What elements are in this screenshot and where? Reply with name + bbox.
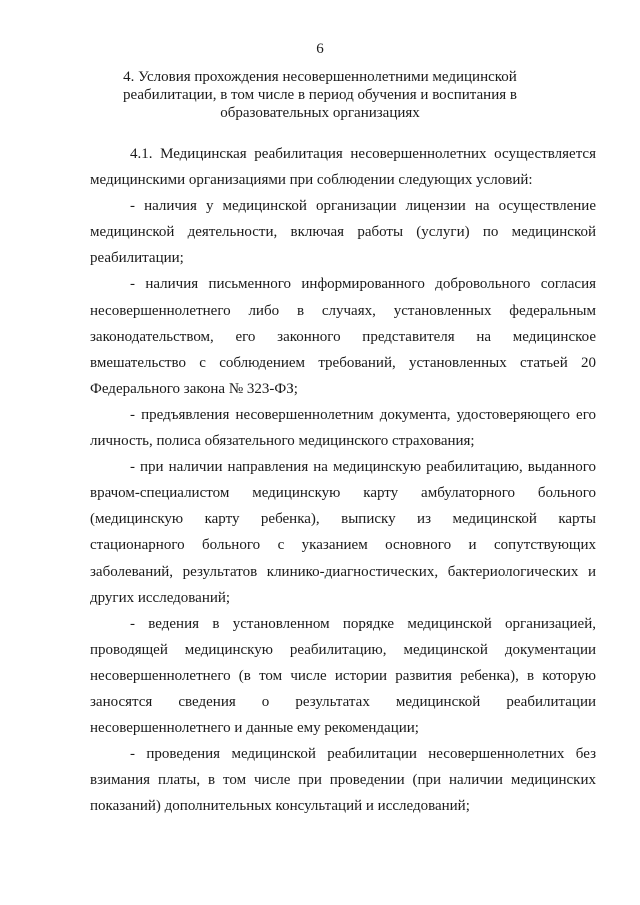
text-line: медицинской деятельности, включая работы (услуги) по медицинской <box>90 224 596 241</box>
condition-license <box>90 193 596 271</box>
text-line: вмешательство с соблюдением требований, установленных статьей 20 <box>90 354 596 371</box>
section-heading-line: 4. Условия прохождения несовершеннолетними медицинской <box>123 69 517 85</box>
section-heading-line: реабилитации, в том числе в период обучения и воспитания в <box>123 87 517 103</box>
text-line: - предъявления несовершеннолетним документа, удостоверяющего его <box>130 406 596 423</box>
text-line: заболеваний, результатов клинико-диагностических, бактериологических и <box>90 563 596 580</box>
condition-records <box>90 611 596 741</box>
text-line: Федерального закона № 323-ФЗ; <box>90 380 298 397</box>
text-line: - ведения в установленном порядке медицинской организацией, <box>130 615 596 632</box>
text-line: взимания платы, в том числе при проведении (при наличии медицинских <box>90 772 596 789</box>
text-line: заносятся сведения о результатах медицинской реабилитации <box>90 693 596 710</box>
text-line: - проведения медицинской реабилитации несовершеннолетних без <box>130 746 596 763</box>
text-line: - при наличии направления на медицинскую реабилитацию, выданного <box>130 459 596 476</box>
text-line: 4.1. Медицинская реабилитация несовершеннолетних осуществляется <box>130 146 596 162</box>
text-line: стационарного больного с указанием основного и сопутствующих <box>90 537 596 554</box>
page-number: 6 <box>316 41 324 57</box>
section-heading-line: образовательных организациях <box>220 105 420 121</box>
section-heading <box>120 68 520 122</box>
paragraph-4-1 <box>90 141 596 193</box>
text-line: показаний) дополнительных консультаций и исследований; <box>90 798 470 815</box>
text-line: несовершеннолетнего и данные ему рекомендации; <box>90 720 419 737</box>
text-line: проводящей медицинскую реабилитацию, медицинской документации <box>90 641 596 658</box>
condition-documents <box>90 402 596 454</box>
text-line: несовершеннолетнего либо в случаях, установленных федеральным <box>90 302 596 319</box>
condition-referral <box>90 454 596 611</box>
text-line: (медицинскую карту ребенка), выписку из медицинской карты <box>90 511 596 528</box>
text-line: - наличия у медицинской организации лицензии на осуществление <box>130 198 596 215</box>
text-line: реабилитации; <box>90 250 184 267</box>
text-line: личность, полиса обязательного медицинского страхования; <box>90 433 475 450</box>
text-line: несовершеннолетнего (в том числе истории развития ребенка), в которую <box>90 667 596 684</box>
text-line: других исследований; <box>90 589 231 606</box>
text-line: медицинскими организациями при соблюдении следующих условий: <box>90 172 533 189</box>
text-line: врачом-специалистом медицинскую карту амбулаторного больного <box>90 485 596 502</box>
text-line: - наличия письменного информированного добровольного согласия <box>130 276 596 293</box>
condition-consent <box>90 271 596 401</box>
text-line: законодательством, его законного представителя на медицинское <box>90 328 596 345</box>
condition-free-of-charge <box>90 741 596 819</box>
document-body <box>90 141 596 819</box>
